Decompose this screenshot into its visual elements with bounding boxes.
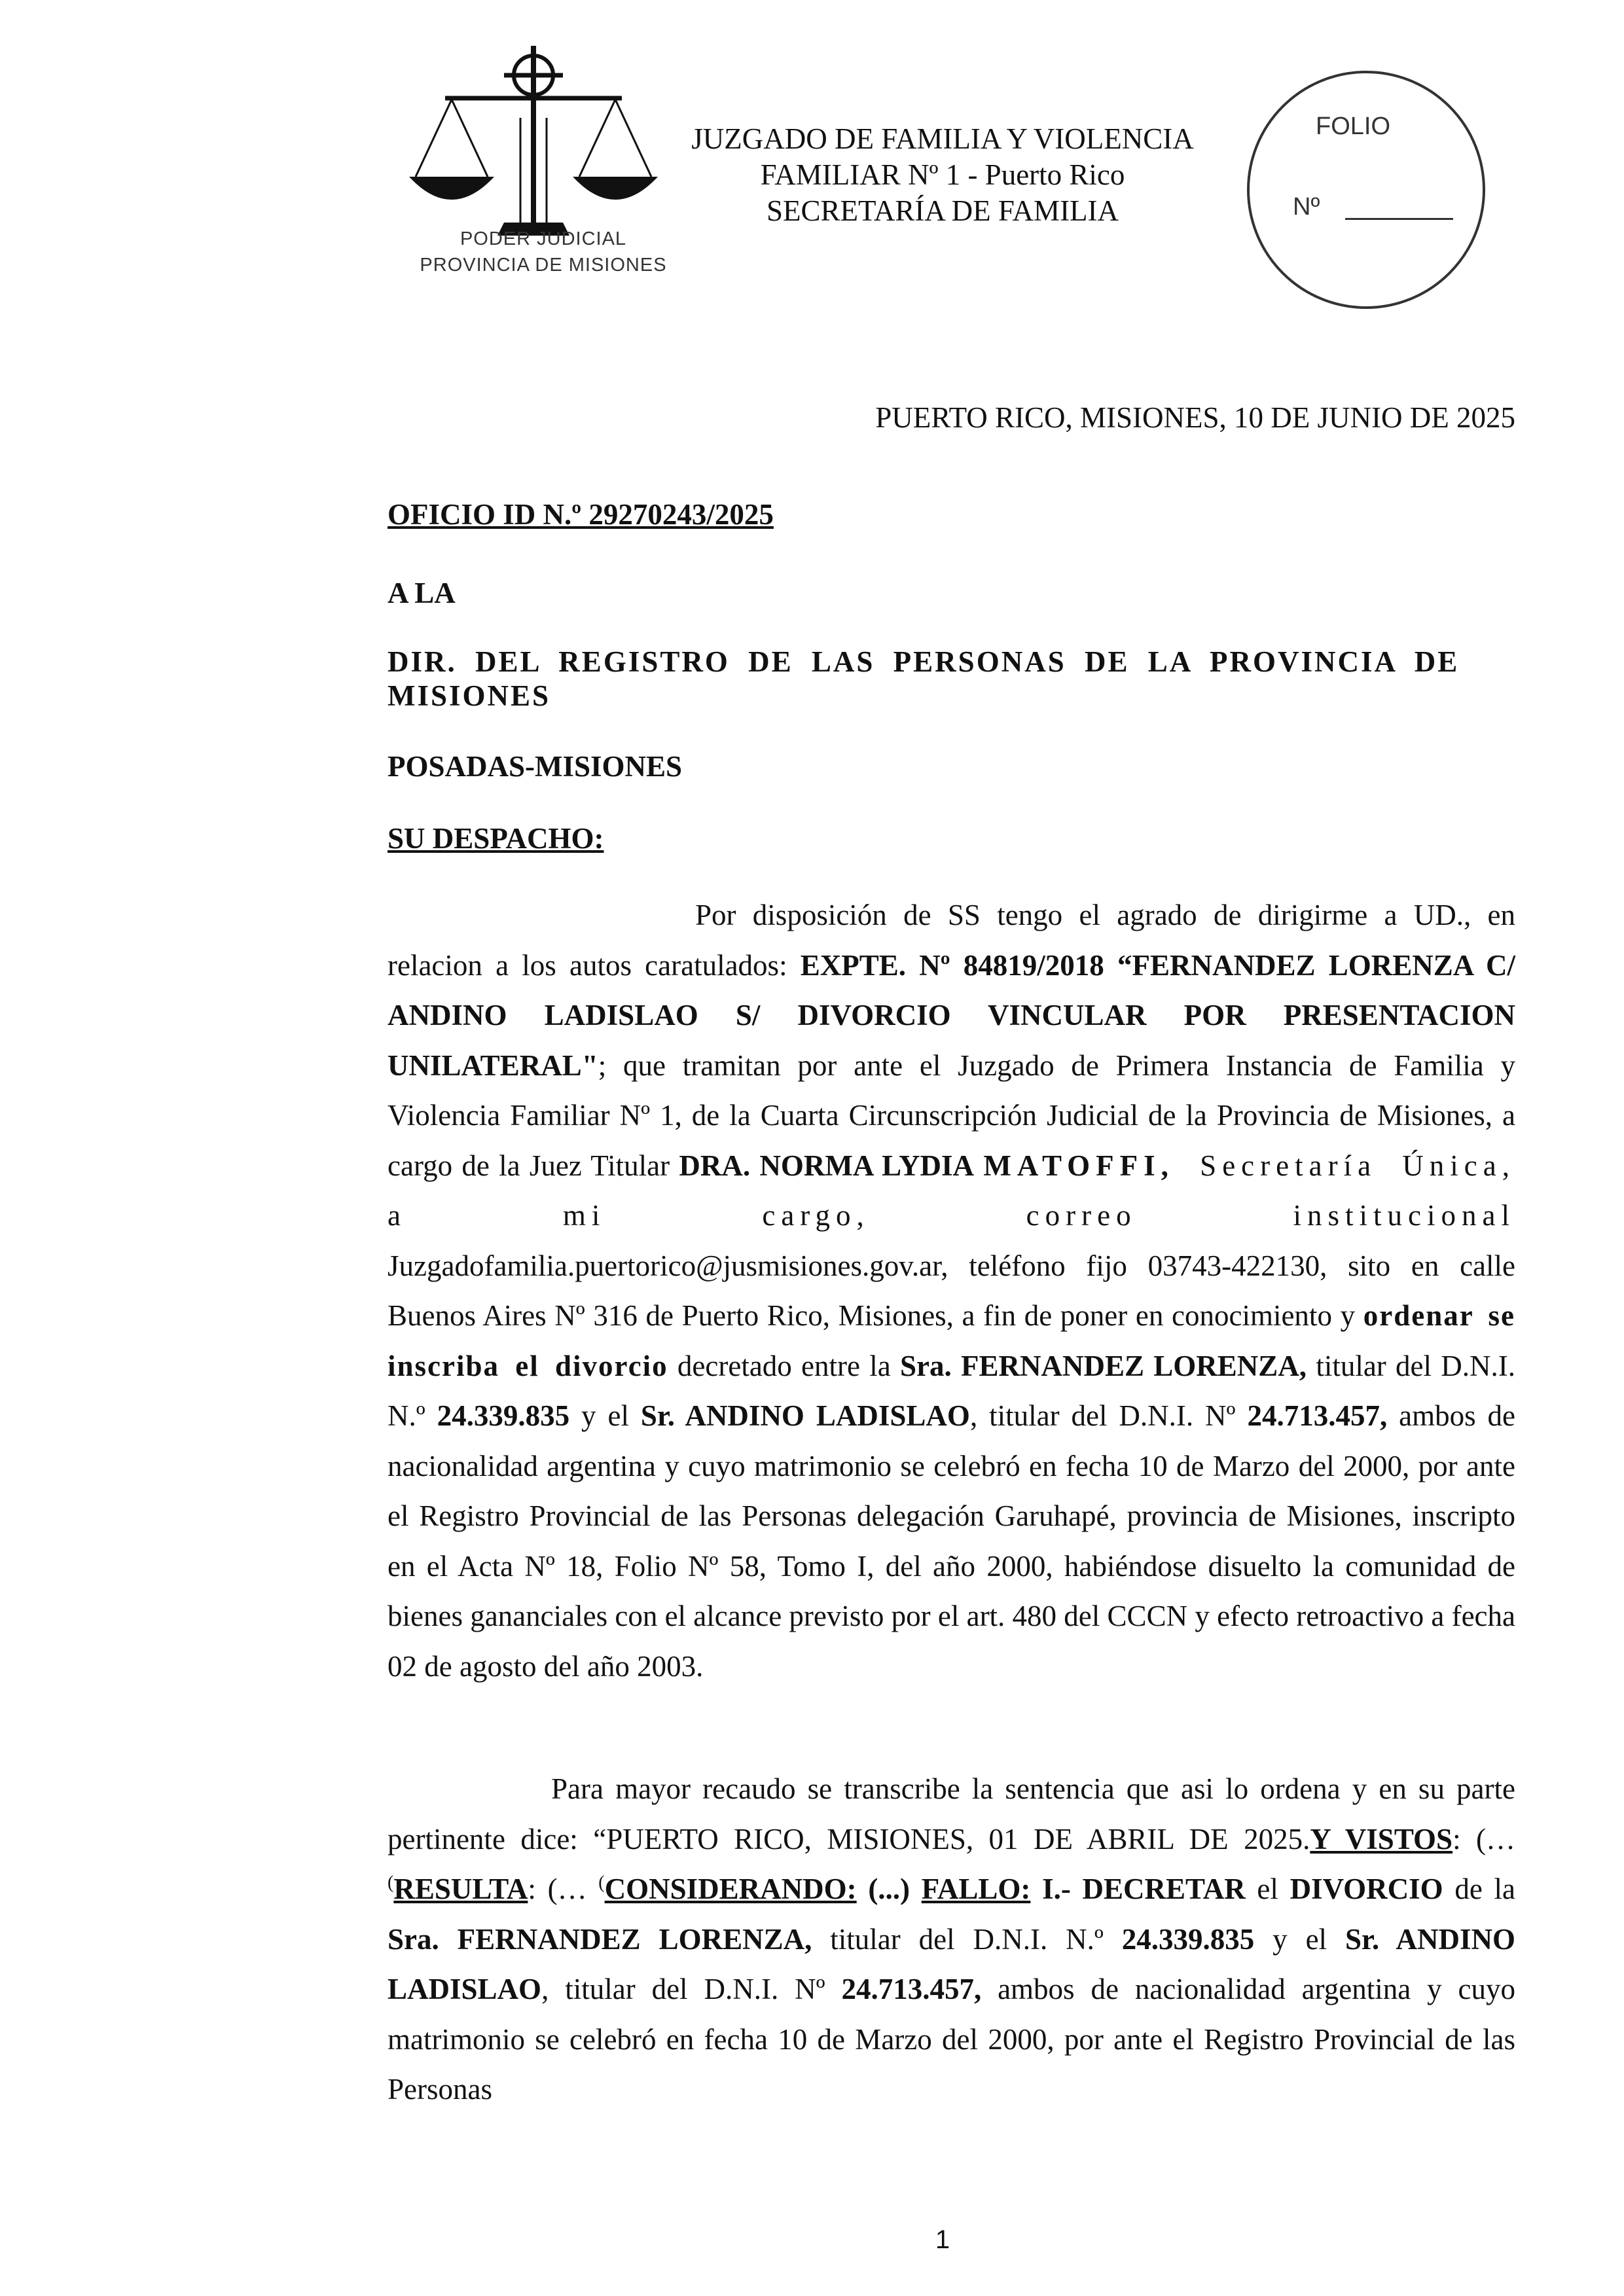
- folio-title: FOLIO: [1316, 113, 1391, 140]
- p1-text-7: y el: [569, 1399, 641, 1432]
- place-date: PUERTO RICO, MISIONES, 10 DE JUNIO DE 2025: [875, 401, 1515, 434]
- recipient-location: POSADAS-MISIONES: [388, 750, 683, 783]
- oficio-id: OFICIO ID N.º 29270243/2025: [388, 498, 774, 531]
- p1-text-6: titular del D.N.I. N.º: [388, 1349, 1515, 1432]
- p1-judge-surname: MATOFFI,: [983, 1149, 1174, 1182]
- court-line1: JUZGADO DE FAMILIA Y VIOLENCIA: [691, 122, 1194, 155]
- court-line2: FAMILIAR Nº 1 - Puerto Rico: [760, 158, 1125, 191]
- p2-sup-1: (: [388, 1873, 394, 1893]
- folio-number-label: Nº: [1293, 193, 1320, 221]
- despacho-heading: SU DESPACHO:: [388, 822, 604, 855]
- p2-party-1: Sra. FERNANDEZ LORENZA,: [388, 1922, 812, 1956]
- p2-text-3: : (…: [528, 1873, 599, 1905]
- p2-text-1: Para mayor recaudo se transcribe la sentencia que asi lo ordena y en su parte pertinente dice: “PUERTO RICO, MISIONES, 01 DE ABRIL DE 2025.: [388, 1772, 1515, 1856]
- p2-ellipsis: (...): [856, 1873, 922, 1905]
- p1-text-9: ambos de nacionalidad argentina y cuyo matrimonio se celebró en fecha 10 de Marzo del 2000, por ante el Registro Provincial de las Personas delegación Garuhapé, provincia de Misiones, inscripto en el Acta Nº 18, Folio Nº 58, Tomo I, del año 2000, habiéndose disuelto la comunidad de bienes gananciales con el alcance previsto por el art. 480 del CCCN y efecto retroactivo a fecha 02 de agosto del año 2003.: [388, 1399, 1516, 1683]
- p1-dni-2: 24.713.457,: [1247, 1399, 1388, 1432]
- folio-stamp-circle: [1240, 65, 1492, 314]
- p2-dni-1: 24.339.835: [1121, 1922, 1255, 1956]
- logo-caption-line1: PODER JUDICIAL: [460, 228, 627, 249]
- recipient: DIR. DEL REGISTRO DE LAS PERSONAS DE LA PROVINCIA DE MISIONES: [388, 645, 1460, 712]
- p2-text-5: de la: [1443, 1873, 1515, 1905]
- p2-resulta: RESULTA: [393, 1873, 528, 1905]
- p2-text-9: ambos de nacionalidad argentina y cuyo matrimonio se celebró en fecha 10 de Marzo del 2000, por ante el Registro Provincial de las Personas: [388, 1973, 1515, 2106]
- p1-order: ordenar se inscriba el divorcio: [388, 1299, 1515, 1382]
- p2-divorcio: DIVORCIO: [1290, 1873, 1443, 1905]
- p2-text-6: titular del D.N.I. N.º: [812, 1922, 1122, 1956]
- p1-party-2: Sr. ANDINO LADISLAO: [640, 1399, 970, 1432]
- p2-text-4: el: [1245, 1873, 1290, 1905]
- court-header: [655, 121, 1231, 229]
- p2-party-2: Sr. ANDINO LADISLAO: [388, 1922, 1515, 2005]
- p1-party-1: Sra. FERNANDEZ LORENZA,: [899, 1349, 1307, 1382]
- p2-text-7: y el: [1254, 1922, 1345, 1956]
- p2-considerando: CONSIDERANDO:: [604, 1873, 857, 1905]
- p2-vistos: Y VISTOS: [1310, 1822, 1453, 1856]
- court-line3: SECRETARÍA DE FAMILIA: [766, 194, 1119, 227]
- p2-dni-2: 24.713.457,: [841, 1973, 982, 2005]
- logo-caption: [393, 226, 694, 278]
- p2-decretar: I.- DECRETAR: [1030, 1873, 1246, 1905]
- p1-expediente: EXPTE. Nº 84819/2018 “FERNANDEZ LORENZA C/ ANDINO LADISLAO S/ DIVORCIO VINCULAR POR PRESENTACION UNILATERAL": [388, 948, 1515, 1082]
- p1-text-5: decretado entre la: [668, 1349, 900, 1382]
- p1-text-4: Juzgadofamilia.puertorico@jusmisiones.gov.ar, teléfono fijo 03743-422130, sito en calle Buenos Aires Nº 316 de Puerto Rico, Misiones, a fin de poner en conocimiento y: [388, 1249, 1515, 1332]
- p2-sup-2: (: [598, 1873, 605, 1893]
- p2-text-2: : (…: [1453, 1822, 1515, 1856]
- p1-text-8: , titular del D.N.I. Nº: [969, 1399, 1248, 1432]
- logo-caption-line2: PROVINCIA DE MISIONES: [420, 255, 667, 276]
- p2-text-8: , titular del D.N.I. Nº: [541, 1973, 842, 2005]
- p1-dni-1: 24.339.835: [437, 1399, 570, 1432]
- body-paragraph-1: [388, 890, 1515, 1691]
- body-paragraph-2: [388, 1764, 1515, 2115]
- folio-number-blank: [1345, 218, 1453, 220]
- p2-fallo: FALLO:: [921, 1873, 1031, 1905]
- p1-text-2: ; que tramitan por ante el Juzgado de Primera Instancia de Familia y Violencia Familiar Nº 1, de la Cuarta Circunscripción Judicial de la Provincia de Misiones, a cargo de la Juez Titular: [388, 1049, 1515, 1182]
- recipient-prefix: A LA: [388, 577, 456, 609]
- p1-judge-name: DRA. NORMA LYDIA: [679, 1149, 975, 1182]
- p1-text-1: Por disposición de SS tengo el agrado de dirigirme a UD., en relacion a los autos caratulados:: [388, 899, 1515, 982]
- page-number: 1: [935, 2225, 950, 2254]
- p1-text-3: Secretaría Única, a mi cargo, correo institucional: [388, 1149, 1515, 1232]
